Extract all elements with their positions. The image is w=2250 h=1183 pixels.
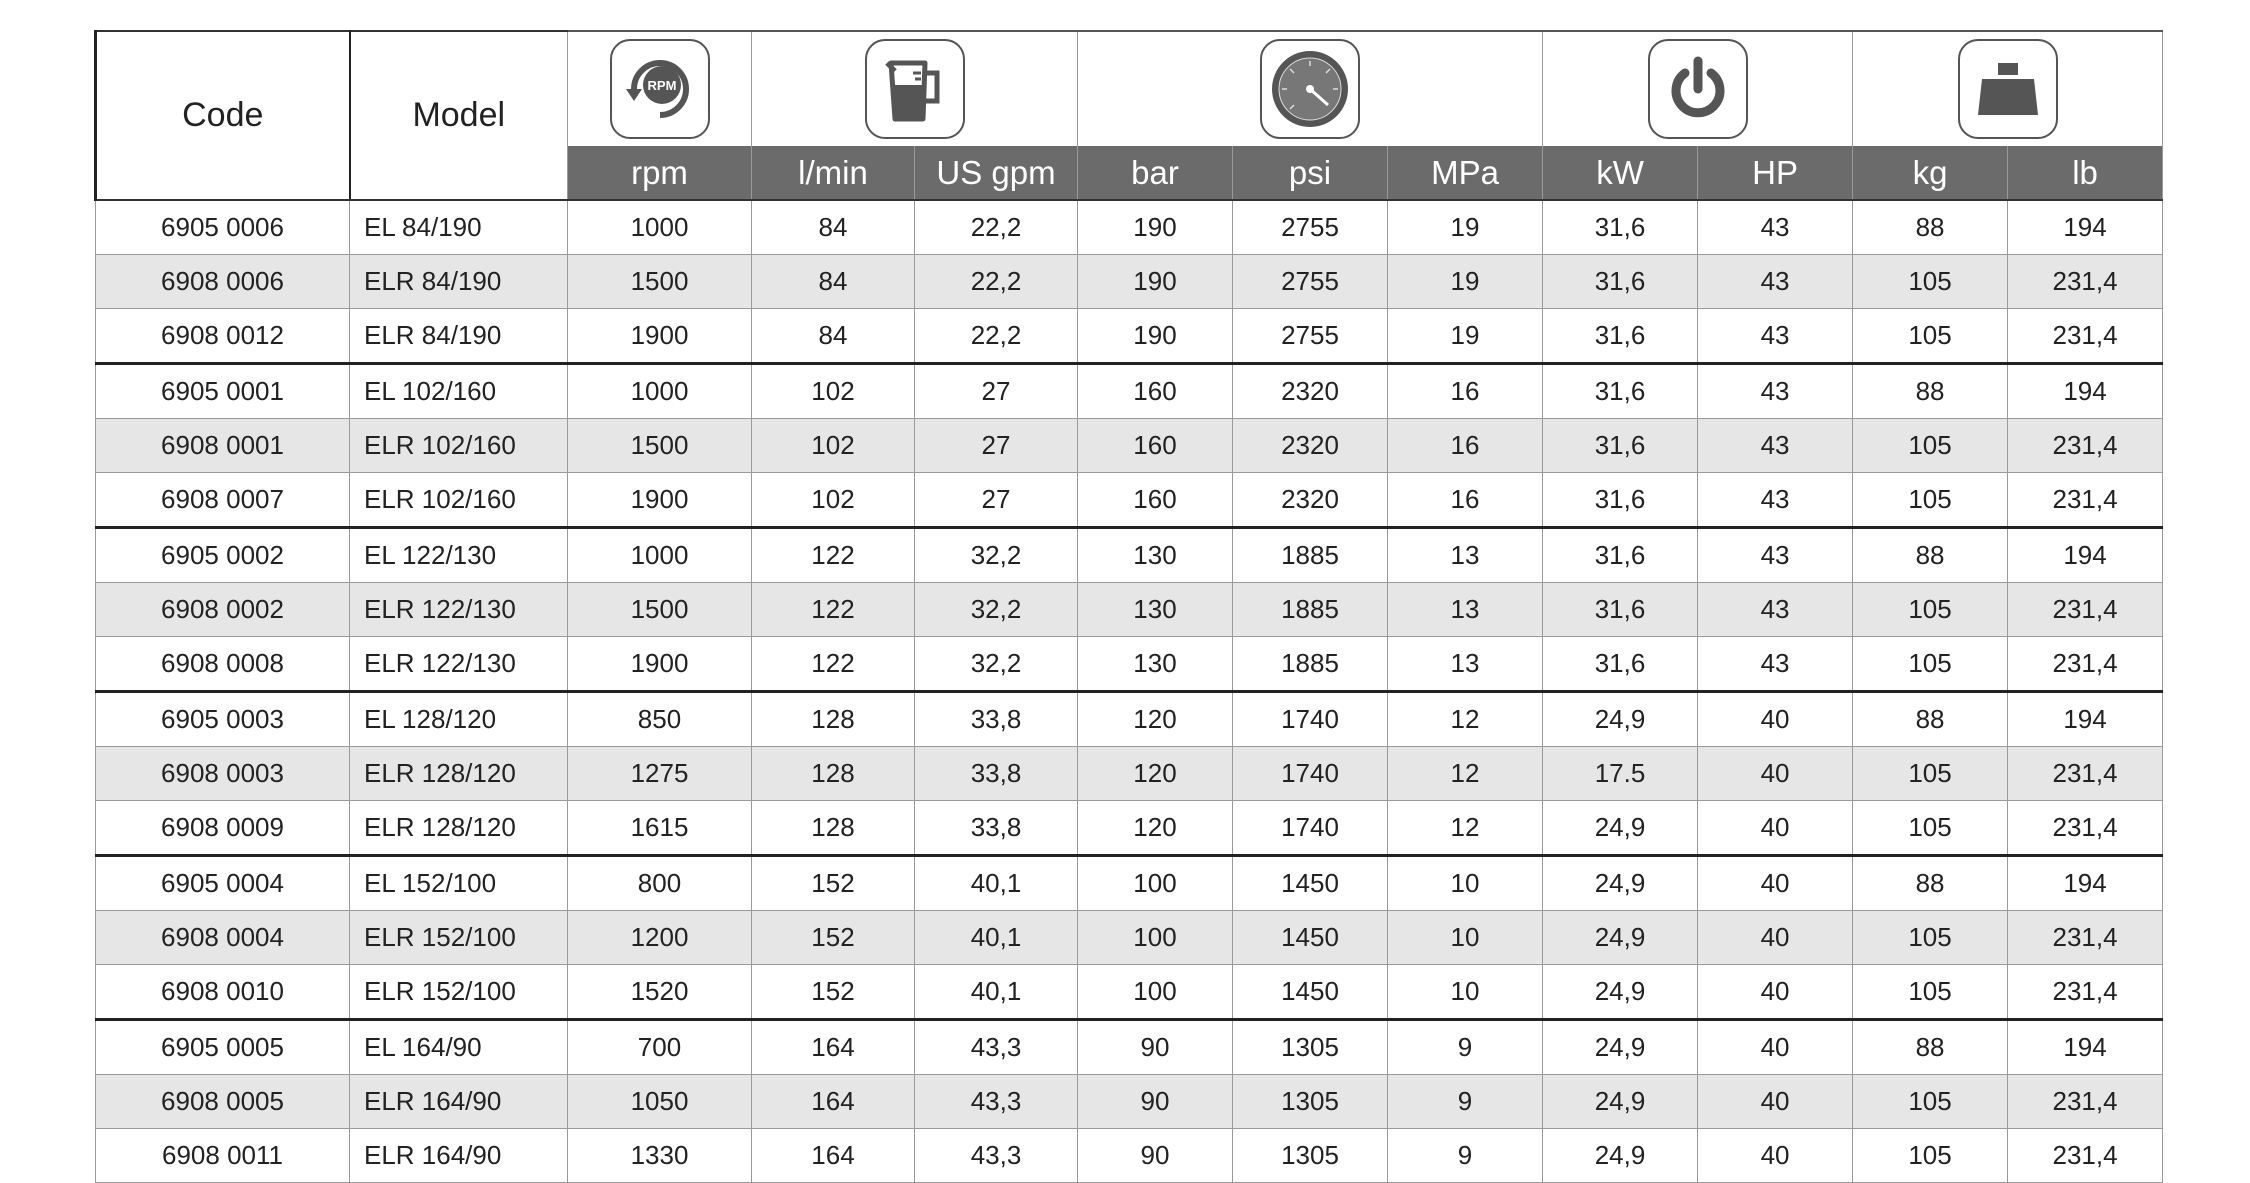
cell-kg: 105 xyxy=(1853,1075,2008,1129)
header-model: Model xyxy=(350,31,568,200)
cell-lmin: 128 xyxy=(752,692,915,747)
cell-hp: 43 xyxy=(1698,309,1853,364)
table-row xyxy=(96,911,2163,965)
cell-usgpm: 43,3 xyxy=(915,1129,1078,1183)
spec-table-body xyxy=(96,200,2163,1183)
rpm-icon xyxy=(610,39,710,139)
cell-lb: 194 xyxy=(2008,364,2163,419)
cell-usgpm: 22,2 xyxy=(915,255,1078,309)
cell-kw: 31,6 xyxy=(1543,364,1698,419)
cell-lb: 194 xyxy=(2008,528,2163,583)
cell-mpa: 9 xyxy=(1388,1129,1543,1183)
cell-code: 6908 0007 xyxy=(96,473,350,528)
cell-lmin: 84 xyxy=(752,255,915,309)
cell-kg: 105 xyxy=(1853,911,2008,965)
cell-bar: 100 xyxy=(1078,965,1233,1020)
cell-mpa: 9 xyxy=(1388,1020,1543,1075)
cell-mpa: 12 xyxy=(1388,747,1543,801)
cell-rpm: 1000 xyxy=(568,364,752,419)
cell-bar: 100 xyxy=(1078,911,1233,965)
cell-code: 6908 0010 xyxy=(96,965,350,1020)
cell-model: EL 164/90 xyxy=(350,1020,568,1075)
cell-psi: 1740 xyxy=(1233,801,1388,856)
cell-bar: 100 xyxy=(1078,856,1233,911)
cell-bar: 90 xyxy=(1078,1075,1233,1129)
cell-code: 6908 0002 xyxy=(96,583,350,637)
cell-kg: 105 xyxy=(1853,309,2008,364)
table-row xyxy=(96,364,2163,419)
cell-mpa: 19 xyxy=(1388,255,1543,309)
cell-kg: 88 xyxy=(1853,692,2008,747)
cell-usgpm: 33,8 xyxy=(915,747,1078,801)
cell-psi: 1885 xyxy=(1233,637,1388,692)
cell-model: ELR 152/100 xyxy=(350,965,568,1020)
cell-rpm: 1330 xyxy=(568,1129,752,1183)
unit-usgpm: US gpm xyxy=(915,146,1078,200)
cell-usgpm: 32,2 xyxy=(915,637,1078,692)
unit-mpa: MPa xyxy=(1388,146,1543,200)
table-row xyxy=(96,637,2163,692)
cell-kw: 24,9 xyxy=(1543,856,1698,911)
cell-psi: 1740 xyxy=(1233,747,1388,801)
table-row xyxy=(96,801,2163,856)
cell-code: 6908 0012 xyxy=(96,309,350,364)
cell-lb: 231,4 xyxy=(2008,801,2163,856)
cell-lmin: 122 xyxy=(752,528,915,583)
cell-lmin: 164 xyxy=(752,1129,915,1183)
pressure-header xyxy=(1078,31,1543,146)
cell-hp: 40 xyxy=(1698,965,1853,1020)
cell-mpa: 12 xyxy=(1388,801,1543,856)
cell-code: 6905 0005 xyxy=(96,1020,350,1075)
weight-header xyxy=(1853,31,2163,146)
table-row xyxy=(96,692,2163,747)
cell-mpa: 9 xyxy=(1388,1075,1543,1129)
table-row xyxy=(96,1075,2163,1129)
cell-lb: 231,4 xyxy=(2008,1075,2163,1129)
cell-lmin: 152 xyxy=(752,965,915,1020)
cell-code: 6905 0004 xyxy=(96,856,350,911)
cell-kg: 105 xyxy=(1853,637,2008,692)
cell-hp: 43 xyxy=(1698,255,1853,309)
cell-usgpm: 27 xyxy=(915,364,1078,419)
cell-kw: 31,6 xyxy=(1543,255,1698,309)
cell-bar: 90 xyxy=(1078,1020,1233,1075)
cell-model: ELR 164/90 xyxy=(350,1075,568,1129)
cell-lb: 231,4 xyxy=(2008,637,2163,692)
unit-psi: psi xyxy=(1233,146,1388,200)
cell-mpa: 13 xyxy=(1388,528,1543,583)
cell-lb: 194 xyxy=(2008,692,2163,747)
weight-icon xyxy=(1958,39,2058,139)
cell-kg: 105 xyxy=(1853,473,2008,528)
cell-kg: 88 xyxy=(1853,1020,2008,1075)
cell-code: 6908 0011 xyxy=(96,1129,350,1183)
cell-lb: 231,4 xyxy=(2008,419,2163,473)
cell-kw: 24,9 xyxy=(1543,801,1698,856)
cell-lb: 231,4 xyxy=(2008,911,2163,965)
rpm-header xyxy=(568,31,752,146)
cell-bar: 160 xyxy=(1078,364,1233,419)
cell-psi: 1305 xyxy=(1233,1129,1388,1183)
cell-bar: 90 xyxy=(1078,1129,1233,1183)
cell-hp: 43 xyxy=(1698,364,1853,419)
cell-model: ELR 122/130 xyxy=(350,637,568,692)
cell-usgpm: 32,2 xyxy=(915,528,1078,583)
cell-hp: 40 xyxy=(1698,1075,1853,1129)
table-row xyxy=(96,1129,2163,1183)
cell-rpm: 1500 xyxy=(568,583,752,637)
cell-mpa: 16 xyxy=(1388,419,1543,473)
cell-psi: 2320 xyxy=(1233,419,1388,473)
cell-bar: 190 xyxy=(1078,200,1233,255)
cell-psi: 1450 xyxy=(1233,911,1388,965)
cell-kg: 105 xyxy=(1853,419,2008,473)
cell-hp: 43 xyxy=(1698,583,1853,637)
cell-hp: 40 xyxy=(1698,911,1853,965)
cell-usgpm: 33,8 xyxy=(915,692,1078,747)
cell-usgpm: 43,3 xyxy=(915,1020,1078,1075)
cell-hp: 40 xyxy=(1698,1129,1853,1183)
cell-usgpm: 27 xyxy=(915,473,1078,528)
unit-bar: bar xyxy=(1078,146,1233,200)
cell-bar: 190 xyxy=(1078,309,1233,364)
table-row xyxy=(96,856,2163,911)
unit-kw: kW xyxy=(1543,146,1698,200)
cell-rpm: 1500 xyxy=(568,255,752,309)
cell-kw: 24,9 xyxy=(1543,1075,1698,1129)
cell-kw: 31,6 xyxy=(1543,473,1698,528)
cell-rpm: 1900 xyxy=(568,309,752,364)
cell-lb: 231,4 xyxy=(2008,965,2163,1020)
cell-rpm: 1500 xyxy=(568,419,752,473)
cell-bar: 120 xyxy=(1078,801,1233,856)
cell-mpa: 13 xyxy=(1388,583,1543,637)
cell-lmin: 122 xyxy=(752,583,915,637)
cell-bar: 130 xyxy=(1078,528,1233,583)
cell-rpm: 1000 xyxy=(568,528,752,583)
cell-mpa: 13 xyxy=(1388,637,1543,692)
cell-rpm: 1050 xyxy=(568,1075,752,1129)
cell-psi: 1885 xyxy=(1233,528,1388,583)
cell-code: 6908 0008 xyxy=(96,637,350,692)
cell-bar: 160 xyxy=(1078,473,1233,528)
cell-psi: 1450 xyxy=(1233,965,1388,1020)
table-row xyxy=(96,747,2163,801)
cell-lmin: 84 xyxy=(752,200,915,255)
cell-lmin: 164 xyxy=(752,1075,915,1129)
cell-rpm: 1275 xyxy=(568,747,752,801)
cell-usgpm: 32,2 xyxy=(915,583,1078,637)
cell-model: ELR 164/90 xyxy=(350,1129,568,1183)
cell-mpa: 10 xyxy=(1388,911,1543,965)
cell-psi: 1305 xyxy=(1233,1075,1388,1129)
cell-bar: 120 xyxy=(1078,692,1233,747)
cell-kw: 31,6 xyxy=(1543,419,1698,473)
cell-lmin: 128 xyxy=(752,801,915,856)
cell-lmin: 84 xyxy=(752,309,915,364)
cell-usgpm: 40,1 xyxy=(915,856,1078,911)
cell-usgpm: 22,2 xyxy=(915,200,1078,255)
cell-usgpm: 43,3 xyxy=(915,1075,1078,1129)
cell-mpa: 19 xyxy=(1388,309,1543,364)
cell-mpa: 16 xyxy=(1388,364,1543,419)
cell-code: 6905 0006 xyxy=(96,200,350,255)
cell-kw: 31,6 xyxy=(1543,583,1698,637)
cell-hp: 40 xyxy=(1698,1020,1853,1075)
cell-code: 6905 0003 xyxy=(96,692,350,747)
cell-psi: 1740 xyxy=(1233,692,1388,747)
cell-lmin: 102 xyxy=(752,419,915,473)
cell-model: EL 128/120 xyxy=(350,692,568,747)
cell-code: 6908 0009 xyxy=(96,801,350,856)
cell-bar: 190 xyxy=(1078,255,1233,309)
cell-rpm: 800 xyxy=(568,856,752,911)
cell-hp: 40 xyxy=(1698,692,1853,747)
cell-lb: 194 xyxy=(2008,856,2163,911)
cell-lb: 231,4 xyxy=(2008,255,2163,309)
cell-kw: 24,9 xyxy=(1543,965,1698,1020)
unit-lmin: l/min xyxy=(752,146,915,200)
cell-rpm: 1900 xyxy=(568,637,752,692)
unit-rpm: rpm xyxy=(568,146,752,200)
cell-mpa: 19 xyxy=(1388,200,1543,255)
cell-lb: 194 xyxy=(2008,200,2163,255)
cell-model: EL 152/100 xyxy=(350,856,568,911)
cell-mpa: 10 xyxy=(1388,965,1543,1020)
cell-kw: 31,6 xyxy=(1543,528,1698,583)
cell-code: 6908 0006 xyxy=(96,255,350,309)
cell-psi: 1450 xyxy=(1233,856,1388,911)
cell-kw: 31,6 xyxy=(1543,309,1698,364)
cell-lmin: 152 xyxy=(752,911,915,965)
cell-model: EL 102/160 xyxy=(350,364,568,419)
cell-kg: 105 xyxy=(1853,255,2008,309)
cell-hp: 43 xyxy=(1698,637,1853,692)
cell-lb: 231,4 xyxy=(2008,1129,2163,1183)
cell-lmin: 128 xyxy=(752,747,915,801)
cell-code: 6908 0003 xyxy=(96,747,350,801)
cell-model: ELR 102/160 xyxy=(350,419,568,473)
cell-rpm: 1615 xyxy=(568,801,752,856)
unit-lb: lb xyxy=(2008,146,2163,200)
cell-model: ELR 84/190 xyxy=(350,309,568,364)
cell-usgpm: 40,1 xyxy=(915,911,1078,965)
table-row xyxy=(96,419,2163,473)
cell-rpm: 700 xyxy=(568,1020,752,1075)
rpm-icon-label: RPM xyxy=(647,78,676,94)
cell-hp: 43 xyxy=(1698,473,1853,528)
cell-lmin: 102 xyxy=(752,473,915,528)
cell-lmin: 152 xyxy=(752,856,915,911)
cell-bar: 160 xyxy=(1078,419,1233,473)
table-row xyxy=(96,965,2163,1020)
cell-model: ELR 102/160 xyxy=(350,473,568,528)
cell-psi: 2755 xyxy=(1233,200,1388,255)
cell-kw: 24,9 xyxy=(1543,692,1698,747)
cell-code: 6908 0005 xyxy=(96,1075,350,1129)
cell-psi: 2320 xyxy=(1233,364,1388,419)
cell-kg: 105 xyxy=(1853,965,2008,1020)
cell-kg: 88 xyxy=(1853,200,2008,255)
power-icon xyxy=(1648,39,1748,139)
cell-rpm: 1200 xyxy=(568,911,752,965)
cell-lmin: 164 xyxy=(752,1020,915,1075)
cell-usgpm: 40,1 xyxy=(915,965,1078,1020)
cell-model: EL 122/130 xyxy=(350,528,568,583)
table-row xyxy=(96,528,2163,583)
cell-model: ELR 122/130 xyxy=(350,583,568,637)
pump-spec-table xyxy=(94,30,2163,1183)
cell-rpm: 1000 xyxy=(568,200,752,255)
cell-kg: 105 xyxy=(1853,747,2008,801)
cell-model: EL 84/190 xyxy=(350,200,568,255)
cell-kg: 105 xyxy=(1853,801,2008,856)
pressure-gauge-icon xyxy=(1260,39,1360,139)
cell-kw: 24,9 xyxy=(1543,911,1698,965)
cell-lb: 231,4 xyxy=(2008,309,2163,364)
cell-hp: 40 xyxy=(1698,856,1853,911)
cell-model: ELR 128/120 xyxy=(350,747,568,801)
cell-kw: 24,9 xyxy=(1543,1020,1698,1075)
cell-kg: 88 xyxy=(1853,528,2008,583)
table-row xyxy=(96,473,2163,528)
cell-psi: 1305 xyxy=(1233,1020,1388,1075)
cell-hp: 40 xyxy=(1698,747,1853,801)
table-row xyxy=(96,200,2163,255)
cell-code: 6905 0002 xyxy=(96,528,350,583)
unit-kg: kg xyxy=(1853,146,2008,200)
cell-psi: 2755 xyxy=(1233,255,1388,309)
cell-rpm: 1520 xyxy=(568,965,752,1020)
flow-header xyxy=(752,31,1078,146)
spec-table-container xyxy=(94,30,2163,1183)
cell-lmin: 122 xyxy=(752,637,915,692)
cell-bar: 130 xyxy=(1078,583,1233,637)
table-row xyxy=(96,1020,2163,1075)
table-row xyxy=(96,309,2163,364)
flow-jug-icon xyxy=(865,39,965,139)
cell-hp: 43 xyxy=(1698,528,1853,583)
cell-lmin: 102 xyxy=(752,364,915,419)
cell-mpa: 16 xyxy=(1388,473,1543,528)
cell-code: 6905 0001 xyxy=(96,364,350,419)
cell-kw: 31,6 xyxy=(1543,200,1698,255)
cell-rpm: 850 xyxy=(568,692,752,747)
cell-lb: 231,4 xyxy=(2008,583,2163,637)
cell-kw: 24,9 xyxy=(1543,1129,1698,1183)
cell-mpa: 12 xyxy=(1388,692,1543,747)
cell-kg: 105 xyxy=(1853,1129,2008,1183)
cell-lb: 231,4 xyxy=(2008,473,2163,528)
cell-code: 6908 0004 xyxy=(96,911,350,965)
cell-mpa: 10 xyxy=(1388,856,1543,911)
header-code: Code xyxy=(96,31,350,200)
cell-hp: 43 xyxy=(1698,419,1853,473)
cell-model: ELR 152/100 xyxy=(350,911,568,965)
cell-usgpm: 27 xyxy=(915,419,1078,473)
cell-psi: 2320 xyxy=(1233,473,1388,528)
cell-psi: 2755 xyxy=(1233,309,1388,364)
cell-code: 6908 0001 xyxy=(96,419,350,473)
cell-hp: 40 xyxy=(1698,801,1853,856)
cell-hp: 43 xyxy=(1698,200,1853,255)
cell-kw: 17.5 xyxy=(1543,747,1698,801)
cell-lb: 231,4 xyxy=(2008,747,2163,801)
cell-model: ELR 84/190 xyxy=(350,255,568,309)
header-icon-row xyxy=(96,31,2163,146)
cell-rpm: 1900 xyxy=(568,473,752,528)
cell-psi: 1885 xyxy=(1233,583,1388,637)
cell-bar: 130 xyxy=(1078,637,1233,692)
cell-kw: 31,6 xyxy=(1543,637,1698,692)
cell-bar: 120 xyxy=(1078,747,1233,801)
unit-hp: HP xyxy=(1698,146,1853,200)
table-row xyxy=(96,583,2163,637)
cell-lb: 194 xyxy=(2008,1020,2163,1075)
cell-model: ELR 128/120 xyxy=(350,801,568,856)
table-row xyxy=(96,255,2163,309)
cell-kg: 88 xyxy=(1853,364,2008,419)
cell-usgpm: 33,8 xyxy=(915,801,1078,856)
cell-usgpm: 22,2 xyxy=(915,309,1078,364)
power-header xyxy=(1543,31,1853,146)
cell-kg: 88 xyxy=(1853,856,2008,911)
cell-kg: 105 xyxy=(1853,583,2008,637)
